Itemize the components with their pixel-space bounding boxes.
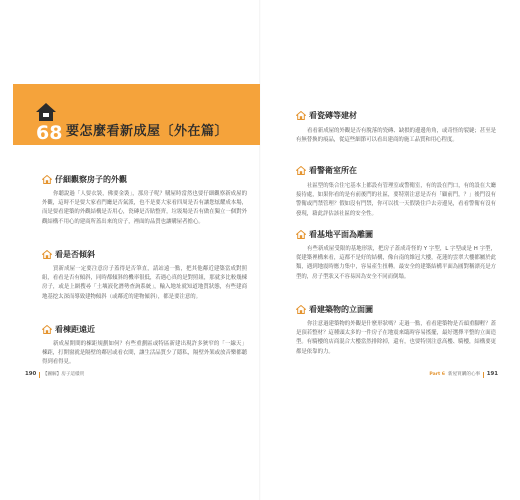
right-footer [429,372,498,378]
left-footer [25,372,84,378]
house-icon [35,101,57,123]
section-paragraph: 有些新成屋受限的基地形狀，把房子蓋成奇怪的 Y 字型，L 字型或是 H 字型，從建築裡構來看，這都不是好的結構，像台南的維冠大樓，花蓮的雲翠大樓都屬於此類，遇到地震時應力集中，容易產生扭轉。最安全的建築結構平面為圓對稱漂亮是方型的，房子型狀又不容易因為安全不同而倒塌。 [296,246,496,280]
section-heading [42,175,127,184]
chapter-title: 要怎麼看新成屋〔外在篇〕 [66,124,229,139]
section-heading [42,325,95,334]
footer-divider [39,372,40,378]
section-heading [296,111,357,120]
section-paragraph: 看看新成屋的外觀是否有脫落的瓷磚、缺損的邊邊角角，或奇怪的裂縫；甚至是有無替換的痕品，從這些細節可以看出建商的施工品質和用心程度。 [296,128,496,144]
house-bullet-icon [296,305,306,314]
section-heading-text: 仔細觀察房子的外觀 [55,174,127,184]
page-number: 191 [486,371,498,378]
section-heading-text: 看是否傾斜 [55,249,95,259]
house-bullet-icon [42,175,52,184]
chapter-number: 68 [36,122,63,144]
house-bullet-icon [296,230,306,239]
section-paragraph: 新成屋開間的棟距規劃如何？有些重劃區或特區新建出現許多狹窄的「一線天」棟距，打開窗就是隔壁的鄰居或看衣間，讓生活品質少了隱私，隔壁外架或放音樂都聽得到看得見。 [42,341,247,366]
section-heading-text: 看建築物的立面圖 [309,304,373,314]
section-heading-text: 看棟距遠近 [55,324,95,334]
footer-book-title: 【圖解】房子這樣買 [42,371,85,377]
house-bullet-icon [296,166,306,175]
section-heading [296,166,357,175]
section-heading-text: 看警衛室所在 [309,165,357,175]
footer-part-label: Part 6 [429,371,445,377]
footer-divider [483,372,484,378]
section-paragraph: 你注意過建築物的外觀是什麼形狀嗎？走過一點，看看建築物是否頭重腳輕？蓋是頂若整材？這種頭太多的一件房子在地震來臨時容易搖擺，最好選擇平整的立面造型。有騎樓的店商混合大樓當然排除掉，還有，也要特別注意高樓、騎樓，結構要更都是依靠的力。 [296,321,496,355]
section-heading-text: 看瓷磚等建材 [309,110,357,120]
page-number: 190 [25,371,37,378]
section-heading-text: 看基地平面為雕圖 [309,229,373,239]
section-heading [42,250,95,259]
section-heading [296,305,373,314]
section-paragraph: 買新成屋一定要注意房子蓋得是否筆直，請站遠一點，把其他鄰近建築當成對照組，看看是否有傾斜，同時都傾斜的機率很低，若遇心真的是對照組，那就多比較幾棟房子，或是上網搜尋「土壤液化潛勢查詢系統」，輸入地址就知道地質狀態，有些建商地基挖太深而導致建物傾斜（或鄰近的建物傾斜），都是要注意的。 [42,266,247,300]
house-bullet-icon [42,250,52,259]
section-paragraph: 你聽說過「人要衣裝，佛要金裝」，那房子呢？購屋時當然也要仔細觀察新成屋的外觀，這時不是要大家看門廳是否氣派，也不是要大家看四周是否有讓您炫耀成本場，而是要看建築的外觀結構是否用心，瓷磚是否貼整齊，垃圾場是否有做在獨立一個對外觀結構不用心的建商所蓋出來的房子，裡面的品質也讓購屋者擔心。 [42,191,247,225]
section-heading [296,230,373,239]
section-paragraph: 社區型的集合住宅基本上都設有管理室或警衛室，有的設在門口，有的設在大廳接待處，如果你看的是有前後門的社區，要特別注意是否有「顧前門，？」後門沒有警衛或門禁管理？假如沒有門禁，你可以找一天假裝住戶去旁邊晃，看看警衛有沒有發現，藉此評估該社區的安全性。 [296,183,496,217]
house-bullet-icon [296,111,306,120]
house-bullet-icon [42,325,52,334]
footer-part-title: 新屋買購的心事 [447,371,481,377]
right-page [260,0,520,500]
